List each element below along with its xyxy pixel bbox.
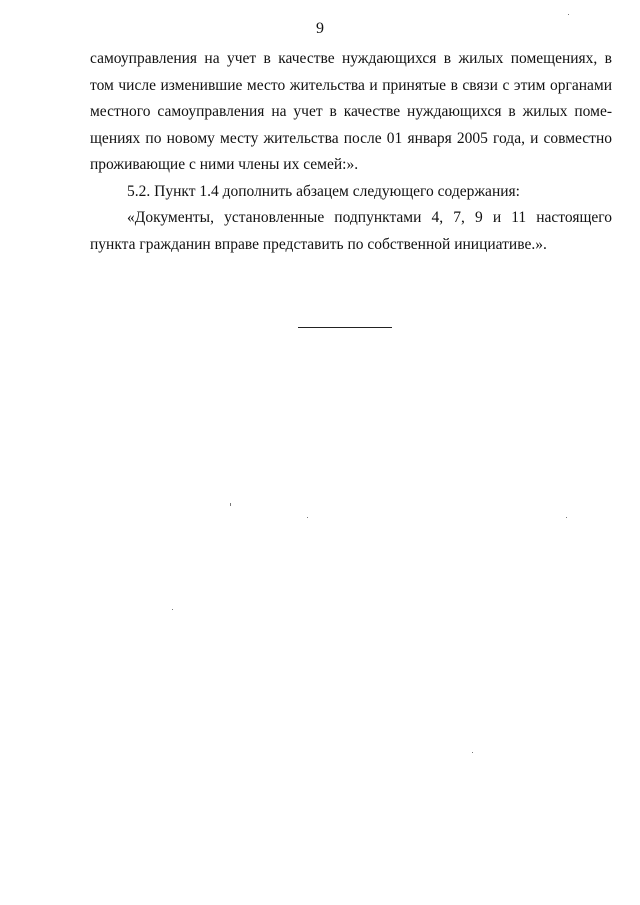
end-separator-line [298, 327, 392, 328]
text-line: щениях по новому месту жительства после 01 января 2005 года, и совместно [90, 129, 612, 147]
text-line: проживающие с ними члены их семей:». [90, 156, 359, 173]
text-line: пункта гражданин вправе представить по собственной инициативе.». [90, 235, 547, 253]
text-line: 5.2. Пункт 1.4 дополнить абзацем следующего содержания: [127, 182, 520, 200]
text-line: том числе изменившие место жительства и принятые в связи с этим органами [90, 76, 612, 94]
text-line: местного самоуправления на учет в качестве нуждающихся в жилых поме- [90, 103, 612, 120]
scan-speck [566, 517, 567, 518]
page-number: 9 [316, 20, 324, 37]
paragraph-quoted-addition [90, 205, 612, 258]
text-line: «Документы, установленные подпунктами 4, 7, 9 и 11 настоящего [127, 209, 612, 226]
document-body [90, 46, 612, 258]
scan-speck [172, 609, 173, 610]
text-line: самоуправления на учет в качестве нуждающихся в жилых помещениях, в [90, 50, 612, 67]
scan-speck [568, 14, 569, 15]
scan-speck [307, 517, 308, 518]
paragraph-continuation [90, 46, 612, 179]
scan-speck [230, 503, 231, 506]
scan-speck [472, 752, 473, 753]
paragraph-clause-5-2 [90, 179, 612, 206]
